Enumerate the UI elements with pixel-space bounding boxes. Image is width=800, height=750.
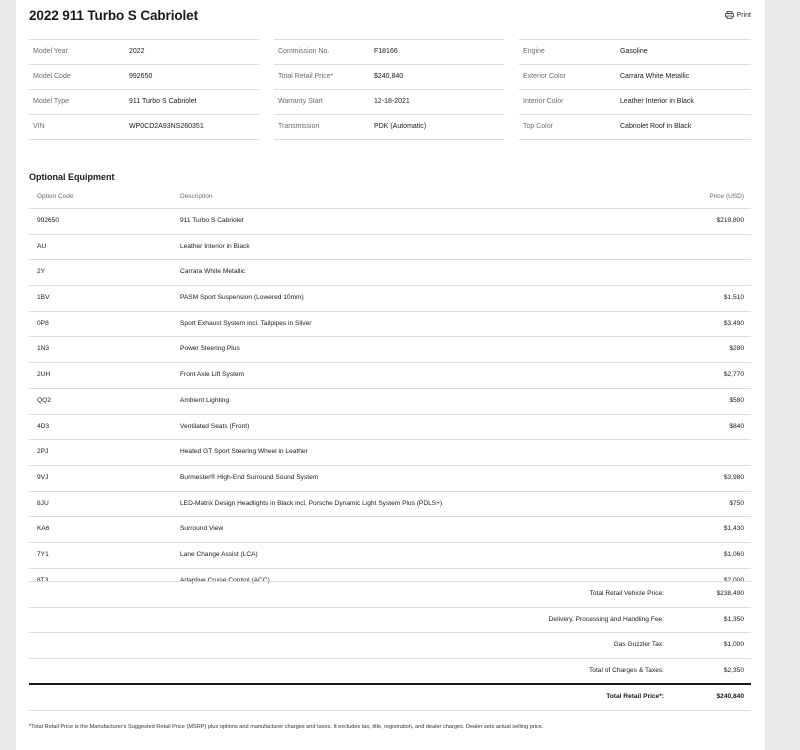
grand-total-row <box>29 683 751 711</box>
total-row <box>29 658 751 684</box>
table-header <box>29 186 751 208</box>
option-code: 0P8 <box>37 319 49 327</box>
spec-row <box>519 39 751 64</box>
spec-value: PDK (Automatic) <box>374 123 427 130</box>
header-option-code: Option Code <box>37 193 74 200</box>
specs-column-2 <box>274 39 504 140</box>
header-description: Description <box>180 193 213 200</box>
option-code: 7Y1 <box>37 550 49 558</box>
total-label: Delivery, Processing and Handling Fee: <box>548 615 664 623</box>
option-description: Ambient Lighting <box>180 396 230 404</box>
spec-value: WP0CD2A93NS260351 <box>129 123 204 130</box>
spec-value: Cabriolet Roof in Black <box>620 123 692 130</box>
table-row <box>29 491 751 517</box>
spec-value: 12-18-2021 <box>374 98 410 105</box>
option-price: $2,770 <box>723 371 744 379</box>
spec-row <box>274 64 504 89</box>
option-code: 9VJ <box>37 473 49 481</box>
spec-value: 911 Turbo S Cabriolet <box>129 98 197 105</box>
spec-row <box>29 64 259 89</box>
total-label: Total Retail Vehicle Price: <box>589 590 664 597</box>
option-code: 4D3 <box>37 422 50 430</box>
header-price: Price (USD) <box>709 193 744 200</box>
option-price: $1,430 <box>723 525 744 533</box>
option-description: LED-Matrix Design Headlights in Black incl. Porsche Dynamic Light System Plus (PDLS+) <box>180 499 443 507</box>
spec-label: Model Type <box>33 98 70 105</box>
option-price: $1,060 <box>723 550 744 558</box>
spec-value: 2022 <box>129 48 145 55</box>
spec-value: 992650 <box>129 73 153 80</box>
table-row <box>29 516 751 542</box>
grand-total-label: Total Retail Price*: <box>606 693 664 700</box>
option-description: Lane Change Assist (LCA) <box>180 550 258 558</box>
option-description: Carrara White Metallic <box>180 268 246 276</box>
print-label: Print <box>736 11 751 19</box>
option-description: Sport Exhaust System incl. Tailpipes in Silver <box>180 319 312 327</box>
grand-total-value: $240,840 <box>716 693 744 700</box>
option-price: $3,490 <box>723 319 744 327</box>
total-row <box>29 581 751 607</box>
print-button[interactable] <box>725 11 751 19</box>
table-row <box>29 465 751 491</box>
option-description: Ventilated Seats (Front) <box>180 422 250 430</box>
spec-label: Interior Color <box>523 98 564 105</box>
option-price: $280 <box>729 345 744 353</box>
option-code: 2UH <box>37 371 51 379</box>
spec-row <box>519 89 751 114</box>
spec-label: Exterior Color <box>523 73 566 80</box>
total-label: Total of Charges & Taxes: <box>588 666 664 674</box>
table-row <box>29 542 751 568</box>
specs-column-3 <box>519 39 751 140</box>
table-row <box>29 311 751 337</box>
option-description: PASM Sport Suspension (Lowered 10mm) <box>180 294 304 302</box>
option-description: 911 Turbo S Cabriolet <box>180 217 244 224</box>
option-description: Adaptive Cruise Control (ACC) <box>180 576 270 584</box>
option-code: 8JU <box>37 499 49 507</box>
option-code: QQ2 <box>37 396 51 404</box>
option-price: $3,980 <box>723 473 744 481</box>
option-description: Leather Interior in Black <box>180 242 250 250</box>
table-row <box>29 388 751 414</box>
printer-icon <box>725 11 734 19</box>
price-totals <box>29 581 751 711</box>
spec-row <box>29 89 259 114</box>
option-description: Power Steering Plus <box>180 345 240 353</box>
optional-equipment-title: Optional Equipment <box>29 172 115 182</box>
specs-column-1 <box>29 39 259 140</box>
option-code: 992650 <box>37 217 60 224</box>
option-code: 8T3 <box>37 576 49 584</box>
vehicle-specs <box>29 39 751 139</box>
table-row <box>29 208 751 234</box>
spec-row <box>29 39 259 64</box>
spec-label: Model Year <box>33 48 69 55</box>
total-row <box>29 632 751 658</box>
table-row <box>29 439 751 465</box>
table-row <box>29 285 751 311</box>
spec-label: Total Retail Price* <box>278 73 334 80</box>
total-row <box>29 607 751 633</box>
option-code: 1BV <box>37 294 50 302</box>
table-row <box>29 414 751 440</box>
spec-row <box>519 64 751 89</box>
option-description: Burmester® High-End Surround Sound System <box>180 473 319 481</box>
spec-row <box>274 114 504 140</box>
option-price: $580 <box>729 396 744 404</box>
option-price: $1,510 <box>723 294 744 302</box>
table-row <box>29 259 751 285</box>
spec-row <box>274 89 504 114</box>
option-description: Heated GT Sport Steering Wheel in Leather <box>180 448 308 456</box>
option-code: 2PJ <box>37 448 49 456</box>
spec-label: Model Code <box>33 73 71 80</box>
spec-label: Commission No. <box>278 48 330 55</box>
total-value: $238,490 <box>716 590 744 597</box>
page-title: 2022 911 Turbo S Cabriolet <box>29 8 198 23</box>
total-value: $2,350 <box>723 666 744 674</box>
table-row <box>29 336 751 362</box>
spec-value: Leather Interior in Black <box>620 98 694 105</box>
table-row <box>29 362 751 388</box>
option-code: KA6 <box>37 525 50 533</box>
spec-label: Transmission <box>278 123 320 130</box>
option-description: Surround View <box>180 525 224 533</box>
spec-value: Gasoline <box>620 48 648 55</box>
window-sticker-sheet <box>16 0 765 750</box>
option-code: 2Y <box>37 268 46 276</box>
spec-label: Top Color <box>523 123 553 130</box>
option-price: $2,000 <box>723 576 744 584</box>
spec-label: Warranty Start <box>278 98 323 105</box>
spec-label: Engine <box>523 48 545 55</box>
spec-value: F18166 <box>374 48 398 55</box>
option-description: Front Axle Lift System <box>180 371 245 379</box>
option-price: $840 <box>729 422 744 430</box>
option-price: $750 <box>729 499 744 507</box>
total-value: $1,350 <box>723 615 744 623</box>
option-code: 1N3 <box>37 345 50 353</box>
option-code: AU <box>37 242 47 250</box>
optional-equipment-table <box>29 186 751 593</box>
spec-row <box>519 114 751 140</box>
total-value: $1,000 <box>723 641 744 648</box>
spec-row <box>29 114 259 140</box>
total-label: Gas Guzzler Tax: <box>613 641 664 648</box>
option-price: $219,800 <box>716 217 744 224</box>
price-footnote: *Total Retail Price is the Manufacturer's Suggested Retail Price (MSRP) plus options and manufacturer charges and taxes. It excludes tax, title, registration, and dealer charges. Dealer sets actual selling price. <box>29 724 544 730</box>
spec-label: VIN <box>33 123 45 130</box>
spec-row <box>274 39 504 64</box>
spec-value: Carrara White Metallic <box>620 73 690 80</box>
spec-value: $240,840 <box>374 73 404 80</box>
table-row <box>29 234 751 260</box>
